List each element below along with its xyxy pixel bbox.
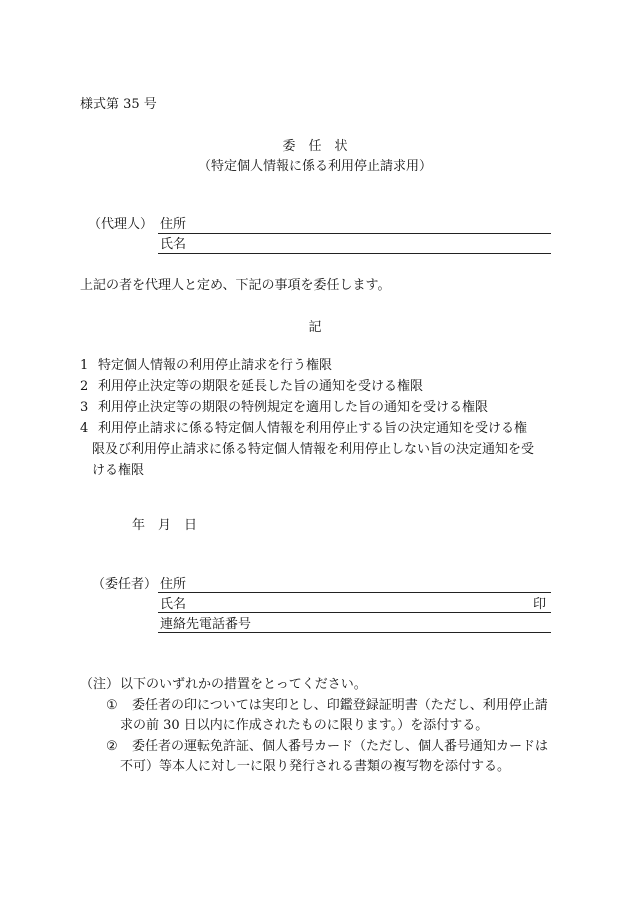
list-item: 利用停止請求に係る特定個人情報を利用停止する旨の決定通知を受ける権 [98, 421, 528, 436]
list-item-number: 4 [80, 421, 89, 436]
note-text-continued: 求の前 30 日以内に作成されたものに限ります。）を添付する。 [120, 718, 489, 733]
principal-name-line[interactable] [158, 612, 551, 613]
agent-address-line[interactable] [158, 233, 551, 234]
notes-intro: 以下のいずれかの措置をとってください。 [120, 677, 367, 692]
agent-address-label: 住所 [160, 217, 187, 232]
note-mark: ② [106, 739, 118, 754]
principal-address-label: 住所 [160, 577, 187, 592]
principal-address-line[interactable] [158, 592, 551, 593]
document-subtitle: （特定個人情報に係る利用停止請求用） [197, 159, 432, 174]
agent-role-label: （代理人） [88, 217, 154, 232]
note-text: 委任者の印については実印とし、印鑑登録証明書（ただし、利用停止請 [132, 698, 548, 713]
principal-phone-label: 連絡先電話番号 [160, 617, 252, 632]
agent-name-line[interactable] [158, 253, 551, 254]
list-item-number: 2 [80, 379, 89, 394]
list-item-continued: ける権限 [92, 463, 145, 478]
list-item: 利用停止決定等の期限を延長した旨の通知を受ける権限 [98, 379, 424, 394]
note-mark: ① [106, 698, 118, 713]
delegation-statement: 上記の者を代理人と定め、下記の事項を委任します。 [80, 278, 391, 293]
document-title: 委 任 状 [282, 139, 348, 154]
list-item-number: 1 [80, 358, 89, 373]
note-text-continued: 不可）等本人に対し一に限り発行される書類の複写物を添付する。 [120, 759, 511, 774]
principal-role-label: （委任者） [92, 577, 158, 592]
note-text: 委任者の運転免許証、個人番号カード（ただし、個人番号通知カードは [132, 739, 549, 754]
list-item-continued: 限及び利用停止請求に係る特定個人情報を利用停止しない旨の決定通知を受 [92, 442, 535, 457]
date-year-label: 年 [132, 518, 146, 533]
list-item-number: 3 [80, 400, 89, 415]
list-item: 特定個人情報の利用停止請求を行う権限 [98, 358, 333, 373]
principal-phone-line[interactable] [158, 632, 551, 633]
ki-heading: 記 [308, 320, 322, 335]
date-month-label: 月 [158, 518, 172, 533]
principal-name-label: 氏名 [160, 597, 187, 612]
list-item: 利用停止決定等の期限の特例規定を適用した旨の通知を受ける権限 [98, 400, 489, 415]
agent-name-label: 氏名 [160, 237, 187, 252]
date-day-label: 日 [184, 518, 198, 533]
form-number: 様式第 35 号 [80, 97, 157, 112]
notes-label: （注） [80, 677, 120, 692]
seal-mark: 印 [533, 597, 547, 612]
